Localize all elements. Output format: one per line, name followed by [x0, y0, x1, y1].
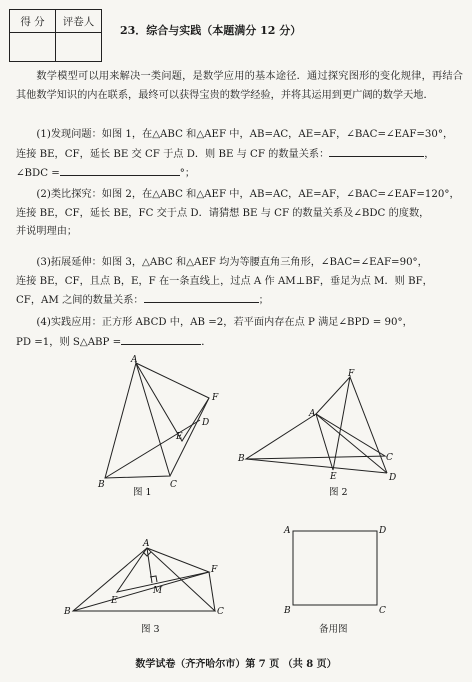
fig2-triangle-abc	[246, 414, 385, 459]
part1-line2: 连接 BE，CF，延长 BE 交 CF 于点 D．则 BE 与 CF 的数量关系： ，	[16, 145, 463, 165]
score-label: 得 分	[10, 10, 56, 33]
part2-line2: 连接 BE，CF，延长 BE，FC 交于点 D．请猜想 BE 与 CF 的数量关系及∠BDC 的度数，	[16, 207, 430, 219]
part1-line3: ∠BDC = °；	[16, 164, 463, 184]
fig4-caption: 备用图	[319, 624, 348, 635]
fig2-label-d: D	[389, 473, 397, 483]
fig2-label-a: A	[309, 409, 316, 419]
fig1-triangle-aef	[136, 363, 209, 441]
fig3-label-m: M	[153, 586, 163, 596]
fig1-label-d: D	[202, 418, 210, 428]
fig2-label-c: C	[386, 453, 393, 463]
fig3-label-e: E	[111, 596, 118, 606]
part1-line1: (1)发现问题：如图 1，在△ABC 和△AEF 中，AB=AC，AE=AF，∠BAC=∠EAF=30°，	[36, 129, 454, 140]
fig1-caption: 图 1	[133, 487, 152, 498]
fig2-line-fd	[350, 377, 387, 473]
fig2-line-bd	[246, 459, 387, 473]
figure-2	[237, 369, 396, 498]
fig3-label-c: C	[217, 607, 224, 617]
fig3-label-b: B	[64, 607, 71, 617]
fig4-square-abcd	[293, 531, 377, 605]
figure-1	[97, 355, 219, 498]
figure-3	[63, 539, 224, 635]
fig4-label-c: C	[379, 606, 386, 616]
fig3-line-cf	[209, 572, 215, 611]
fig3-label-a: A	[143, 539, 150, 549]
figure-4	[283, 526, 386, 635]
fig2-label-e: E	[330, 472, 337, 482]
fig1-label-c: C	[170, 480, 177, 490]
fig2-triangle-aef	[316, 377, 350, 470]
fig3-caption: 图 3	[141, 624, 160, 635]
grader-label: 评卷人	[56, 10, 102, 33]
fig2-label-f: F	[348, 369, 355, 379]
fig4-label-a: A	[284, 526, 291, 536]
part4-line1: (4)实践应用：正方形 ABCD 中，AB =2，若平面内存在点 P 满足∠BPD = 90°，	[36, 317, 413, 328]
fig1-label-f: F	[212, 393, 219, 403]
intro-paragraph: 数学模型可以用来解决一类问题，是数学应用的基本途径．通过探究图形的变化规律，再结合其他数学知识的内在联系，最终可以获得宝贵的数学经验，并将其运用到更广阔的数学天地．	[16, 71, 463, 101]
fig2-caption: 图 2	[329, 487, 348, 498]
fig1-label-a: A	[131, 355, 138, 365]
fig1-label-e: E	[176, 432, 183, 442]
part2-line1: (2)类比探究：如图 2，在△ABC 和△AEF 中，AB=AC，AE=AF，∠BAC=∠EAF=120°，	[36, 189, 460, 200]
fig2-line-ad	[316, 414, 387, 473]
fig1-label-b: B	[98, 480, 105, 490]
part2-line3: 并说明理由；	[16, 226, 78, 237]
fig3-label-f: F	[211, 565, 218, 575]
part3-line2: 连接 BE，CF，且点 B，E，F 在一条直线上，过点 A 作 AM⊥BF，垂足为点 M．则 BF，	[16, 275, 433, 287]
part3-line3: CF，AM 之间的数量关系： ；	[16, 291, 463, 311]
fig3-line-bf	[73, 572, 209, 611]
fig1-line-bd	[105, 420, 200, 478]
question-title: 23．综合与实践（本题满分 12 分）	[120, 24, 302, 37]
part3-line1: (3)拓展延伸：如图 3，△ABC 和△AEF 均为等腰直角三角形，∠BAC=∠EAF=90°，	[36, 257, 428, 268]
fig4-label-b: B	[284, 606, 291, 616]
fig3-right-angle-a	[143, 552, 151, 556]
fig4-label-d: D	[379, 526, 387, 536]
fig1-triangle-abc	[105, 363, 170, 478]
fig2-label-b: B	[238, 454, 245, 464]
page-footer: 数学试卷（齐齐哈尔市）第 7 页 （共 8 页）	[135, 659, 337, 670]
part4-line2: PD =1，则 S△ABP = ．	[16, 333, 463, 353]
fig3-triangle-abc	[73, 548, 215, 611]
